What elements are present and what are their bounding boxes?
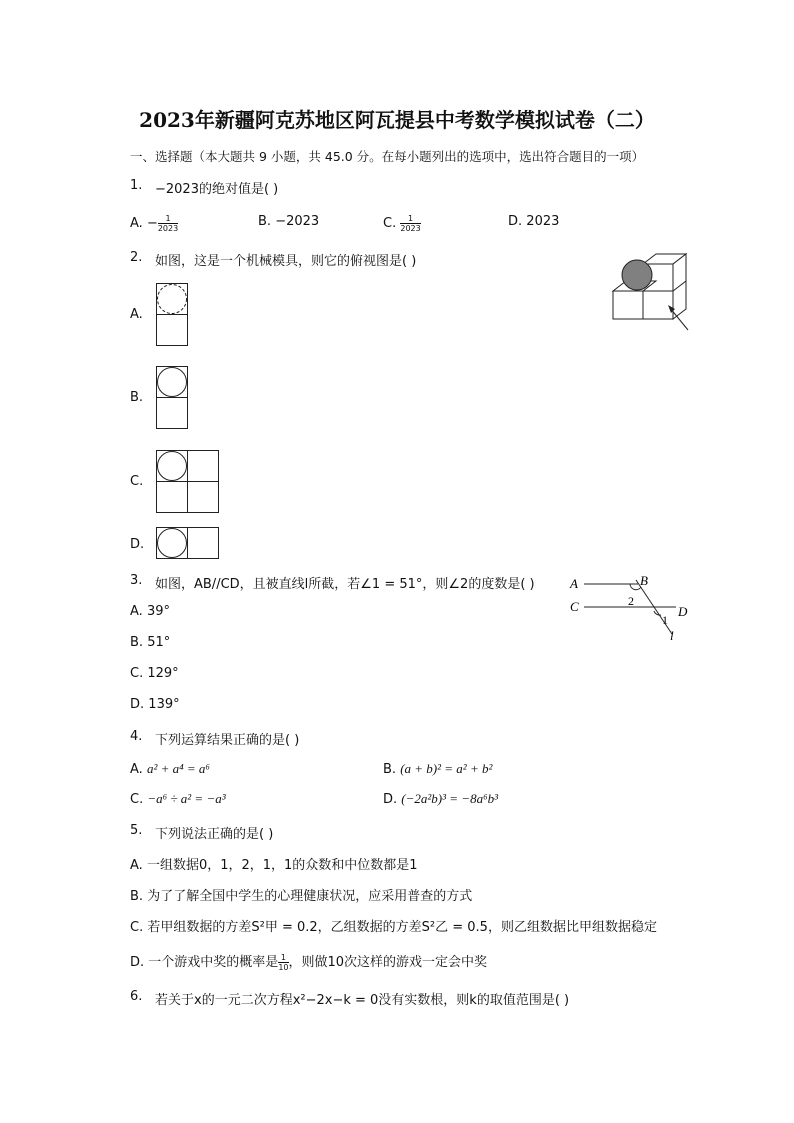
q4-option-b[interactable]: [383, 761, 492, 777]
q4-c-text: −a⁶ ÷ a² = −a³: [147, 791, 226, 806]
q1-d-label: D.: [508, 214, 523, 229]
dashed-circle-icon: [158, 285, 187, 314]
q3-option-a[interactable]: [130, 604, 170, 619]
q1-b-text: −2023: [275, 214, 320, 229]
q4-c-label: C.: [130, 792, 144, 807]
q5-option-d[interactable]: [130, 951, 487, 972]
q1-d-text: 2023: [526, 214, 560, 229]
q5-d-post: ，则做10次这样的游戏一定会中奖: [288, 955, 488, 970]
q3-b-text: 51°: [147, 635, 171, 650]
angle-1-label: 1: [662, 613, 668, 627]
q5-option-c[interactable]: [130, 916, 657, 935]
q1-number: 1.: [130, 178, 143, 193]
q1-c-label: C.: [383, 216, 397, 231]
q5-option-b[interactable]: [130, 885, 472, 904]
label-d: D: [678, 604, 688, 619]
q3-c-text: 129°: [147, 666, 179, 681]
angle-2-label: 2: [628, 594, 634, 608]
q3-a-label: A.: [130, 604, 143, 619]
q1-option-a[interactable]: [130, 214, 178, 233]
q2-option-b-label[interactable]: B.: [130, 390, 144, 405]
circle-icon: [158, 452, 187, 481]
q5-c-label: C.: [130, 920, 144, 935]
q4-number: 4.: [130, 729, 143, 744]
q4-a-text: a² + a⁴ = a⁶: [146, 761, 210, 776]
circle-icon: [158, 529, 187, 558]
q1-c-fraction: $\frac{1}{2023}$: [400, 214, 421, 233]
q5-number: 5.: [130, 823, 143, 838]
q4-b-label: B.: [383, 762, 397, 777]
q3-a-text: 39°: [146, 604, 170, 619]
circle-icon: [158, 368, 187, 397]
q2-number: 2.: [130, 250, 143, 265]
q4-option-c[interactable]: [130, 791, 226, 807]
q5-d-label: D.: [130, 955, 145, 970]
q2-stem: 如图，这是一个机械模具，则它的俯视图是( ): [155, 254, 417, 269]
q2-option-d-label[interactable]: D.: [130, 537, 145, 552]
q2-option-d-view[interactable]: [156, 527, 220, 559]
q4-b-text: (a + b)² = a² + b²: [400, 761, 493, 776]
q2-option-b-view[interactable]: [156, 366, 188, 430]
q3-d-text: 139°: [148, 697, 180, 712]
q6-number: 6.: [130, 989, 143, 1004]
q2-mold-figure: [608, 252, 698, 334]
q3-b-label: B.: [130, 635, 144, 650]
q3-option-d[interactable]: [130, 697, 180, 712]
q1-option-c[interactable]: [383, 214, 421, 233]
q5-b-text: 为了了解全国中学生的心理健康状况，应采用普查的方式: [147, 889, 473, 904]
q2-option-c-label[interactable]: C.: [130, 474, 144, 489]
line-l-label: l: [670, 628, 674, 643]
q2-option-a-view[interactable]: [156, 283, 188, 347]
q3-parallel-lines-figure: [566, 574, 696, 646]
q5-d-fraction: $\frac{1}{10}$: [278, 953, 289, 972]
q1-option-d[interactable]: [508, 214, 559, 229]
q5-d-pre: 一个游戏中奖的概率是: [148, 955, 279, 970]
q5-a-label: A.: [130, 858, 143, 873]
q4-stem: 下列运算结果正确的是( ): [155, 733, 300, 748]
q3-number: 3.: [130, 573, 143, 588]
label-b: B: [640, 573, 648, 588]
q1-b-label: B.: [258, 214, 272, 229]
q5-b-label: B.: [130, 889, 144, 904]
q3-c-label: C.: [130, 666, 144, 681]
q2-option-c-view[interactable]: [156, 450, 220, 514]
q3-d-label: D.: [130, 697, 145, 712]
q1-option-b[interactable]: [258, 214, 319, 229]
q1-a-prefix: −: [146, 216, 158, 231]
label-c: C: [570, 599, 579, 614]
q4-d-text: (−2a²b)³ = −8a⁶b³: [401, 791, 498, 806]
sphere-icon: [622, 260, 652, 290]
q1-a-label: A.: [130, 216, 143, 231]
q3-option-b[interactable]: [130, 635, 170, 650]
q5-a-text: 一组数据0，1，2，1，1的众数和中位数都是1: [146, 858, 418, 873]
q4-d-label: D.: [383, 792, 398, 807]
q5-c-text: 若甲组数据的方差S²甲 = 0.2，乙组数据的方差S²乙 = 0.5，则乙组数据比甲组数据稳定: [147, 920, 657, 935]
q5-option-a[interactable]: [130, 854, 418, 873]
page-title: 2023年新疆阿克苏地区阿瓦提县中考数学模拟试卷（二）: [139, 108, 655, 132]
q4-a-label: A.: [130, 762, 143, 777]
q3-option-c[interactable]: [130, 666, 179, 681]
q1-stem: −2023的绝对值是( ): [155, 182, 279, 197]
q6-stem: 若关于x的一元二次方程x²−2x−k = 0没有实数根，则k的取值范围是( ): [155, 993, 570, 1008]
q5-stem: 下列说法正确的是( ): [155, 827, 274, 842]
q4-option-d[interactable]: [383, 791, 498, 807]
q2-option-a-label[interactable]: A.: [130, 307, 143, 322]
q3-stem: 如图，AB//CD，且被直线l所截，若∠1 = 51°，则∠2的度数是( ): [155, 577, 535, 592]
q4-option-a[interactable]: [130, 761, 210, 777]
section-heading: 一、选择题（本大题共 9 小题，共 45.0 分。在每小题列出的选项中，选出符合题目的一项）: [130, 149, 645, 164]
q1-a-fraction: $\frac{1}{2023}$: [157, 214, 179, 233]
label-a: A: [570, 576, 578, 591]
